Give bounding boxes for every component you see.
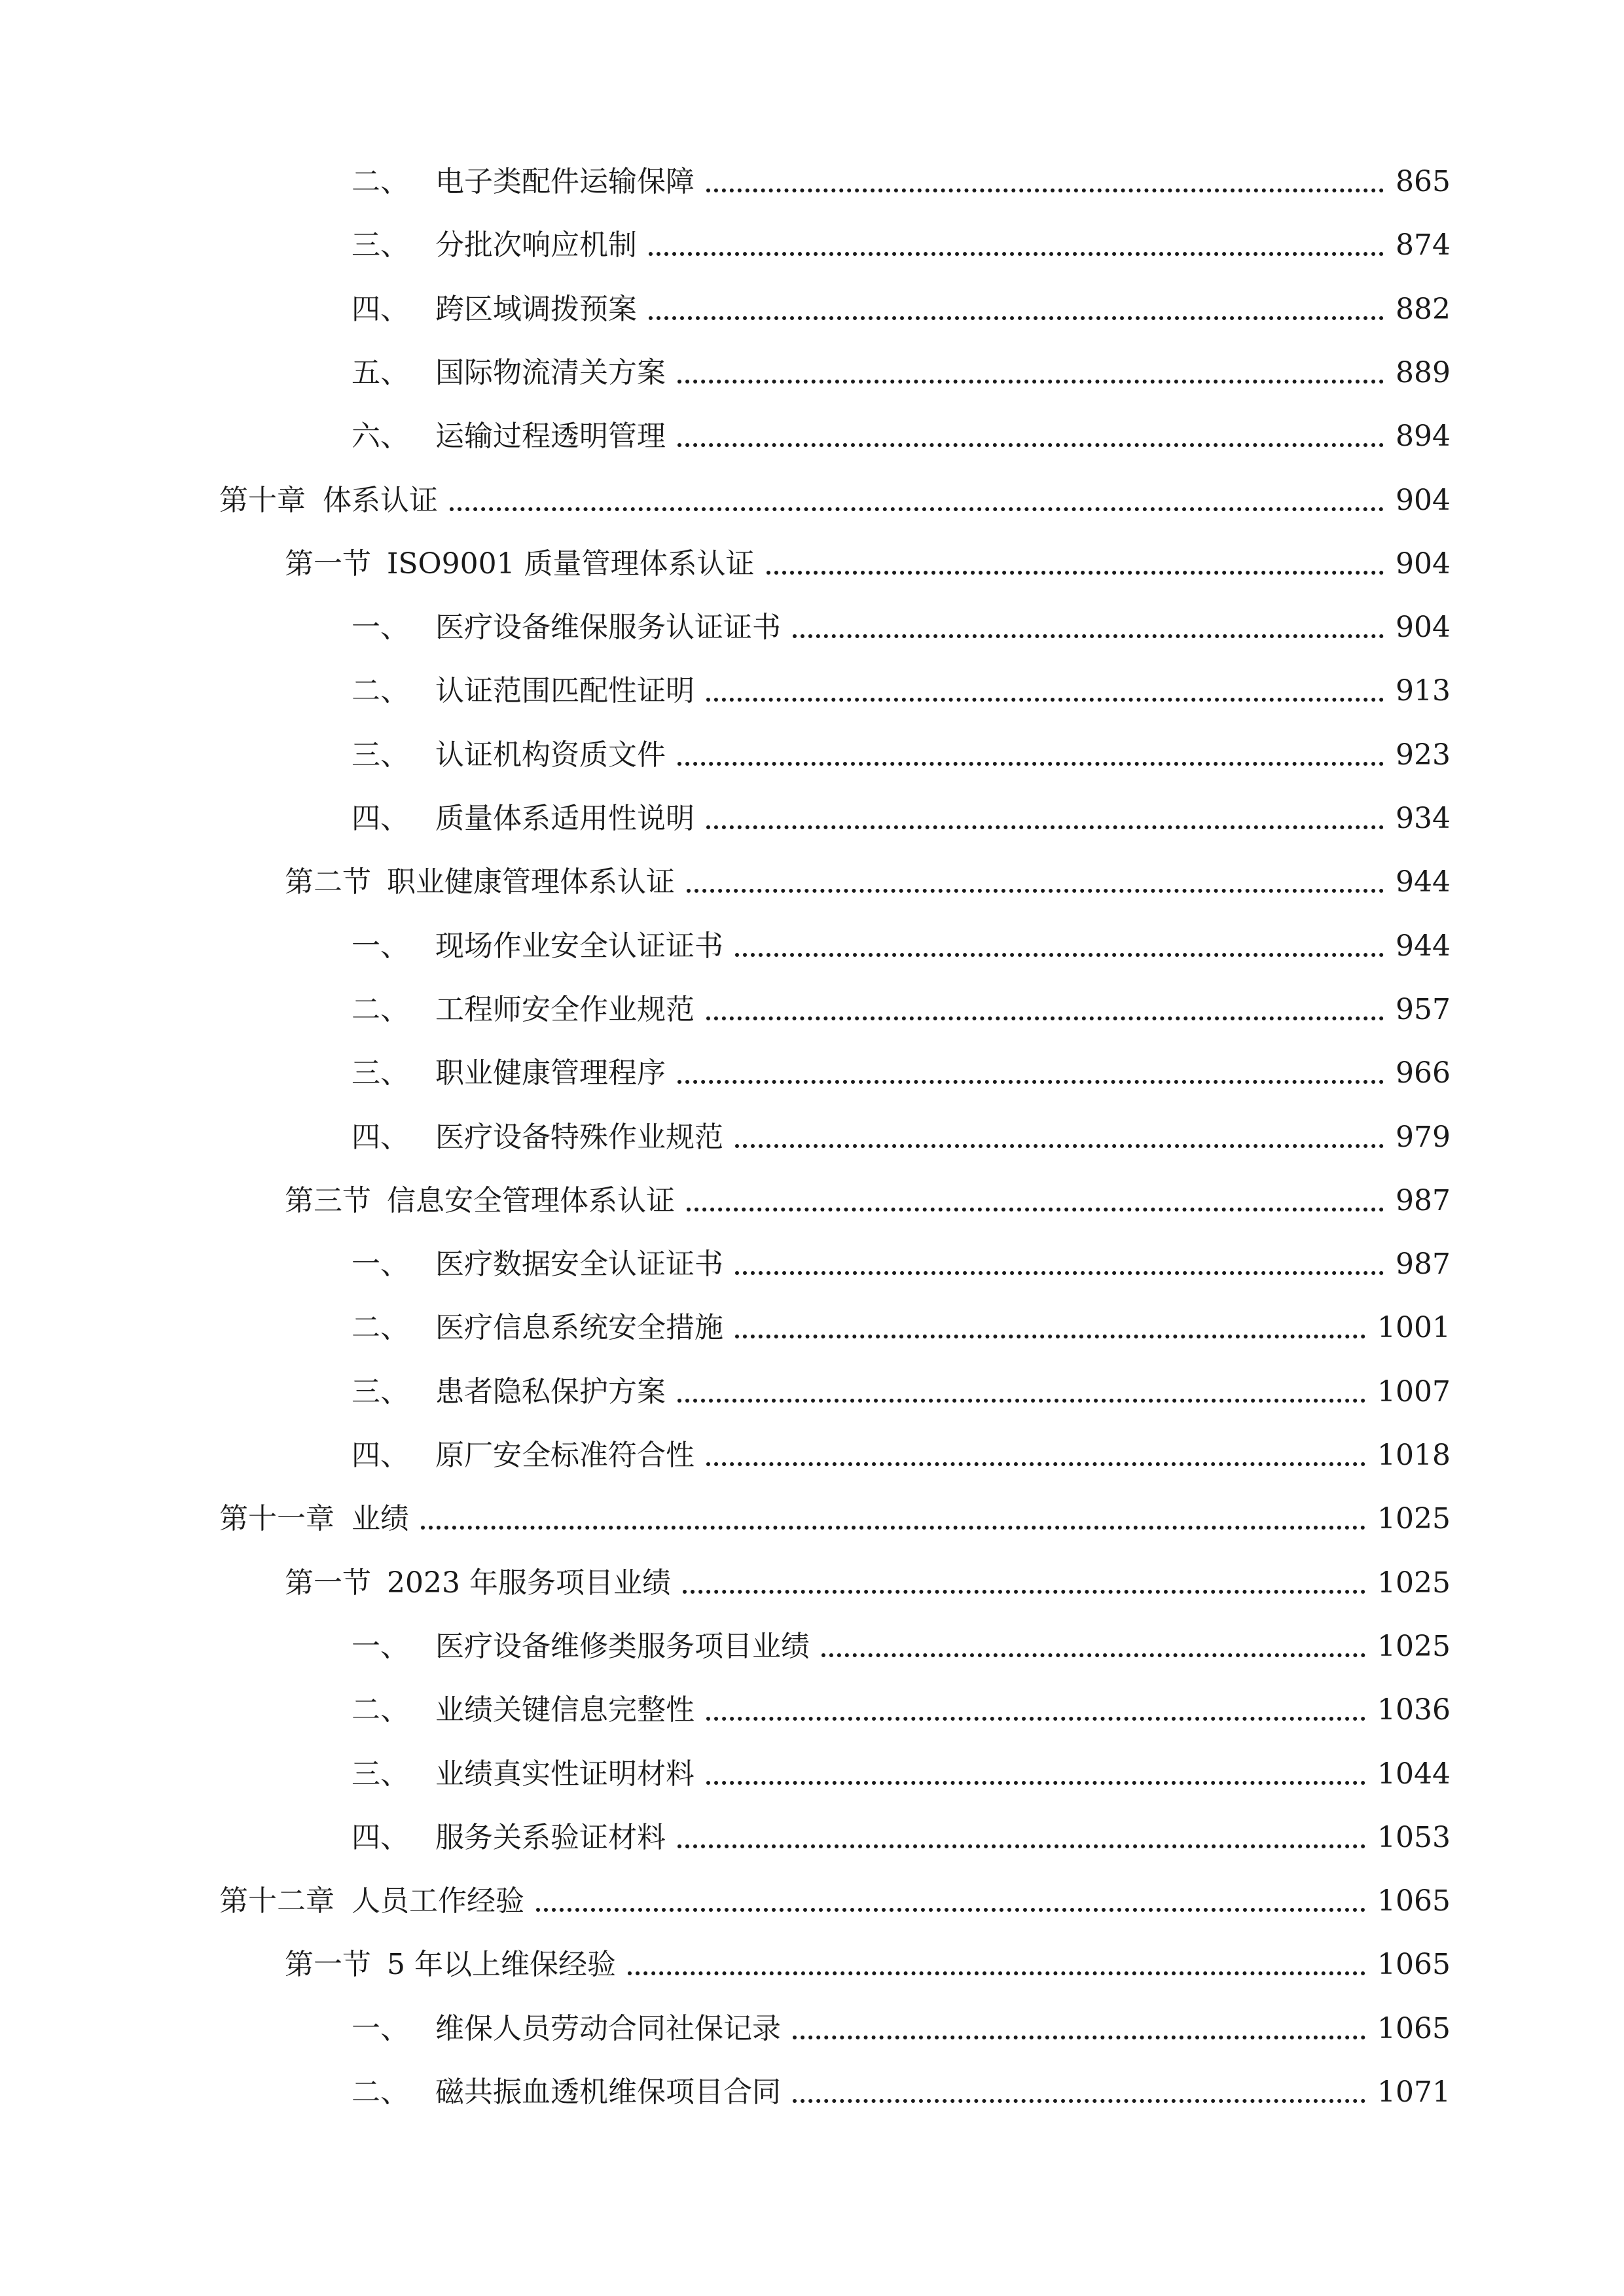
- toc-entry-page-number: 1071: [1377, 2075, 1451, 2109]
- toc-entry-heading: [352, 1436, 695, 1475]
- toc-entry-line: [0, 1564, 1451, 1603]
- toc-entry-number: 一、: [352, 1247, 409, 1281]
- toc-entry-number: 六、: [352, 420, 409, 453]
- toc-entry-number: 四、: [352, 1821, 409, 1854]
- toc-entry-title: 体系认证: [323, 484, 438, 517]
- toc-entry-line: [0, 290, 1451, 329]
- dot-leader: [767, 571, 1384, 575]
- toc-entry-page-number: 1025: [1377, 1566, 1451, 1600]
- toc-entry-heading: [219, 1499, 409, 1539]
- toc-entry-page-number: 1036: [1377, 1693, 1451, 1727]
- toc-entry-heading: [352, 226, 637, 265]
- toc-entry-page-number: 874: [1396, 228, 1451, 262]
- toc-entry-title: 业绩关键信息完整性: [435, 1693, 695, 1727]
- dot-leader: [687, 1208, 1384, 1211]
- toc-entry-item[interactable]: [0, 914, 1624, 966]
- toc-entry-number: 一、: [352, 2012, 409, 2045]
- toc-entry-page-number: 957: [1396, 993, 1451, 1026]
- dot-leader: [628, 1971, 1365, 1975]
- toc-entry-heading: [352, 2073, 781, 2112]
- toc-entry-number: 第三节: [285, 1184, 371, 1217]
- toc-entry-heading: [352, 1118, 723, 1157]
- toc-entry-number: 三、: [352, 1056, 409, 1090]
- toc-entry-line: [0, 736, 1451, 775]
- toc-entry-item[interactable]: [0, 404, 1624, 456]
- toc-entry-line: [0, 1818, 1451, 1857]
- toc-entry-heading: [219, 481, 438, 520]
- toc-entry-item[interactable]: [0, 340, 1624, 393]
- toc-entry-heading: [285, 1564, 671, 1603]
- toc-entry-heading: [352, 1245, 723, 1284]
- toc-entry-item[interactable]: [0, 595, 1624, 647]
- toc-entry-page-number: 904: [1396, 547, 1451, 581]
- toc-entry-line: [0, 162, 1451, 202]
- toc-entry-title: 国际物流清关方案: [435, 356, 666, 389]
- toc-entry-number: 三、: [352, 738, 409, 772]
- toc-entry-heading: [352, 927, 723, 966]
- toc-entry-item[interactable]: [0, 213, 1624, 265]
- toc-entry-page-number: 1025: [1377, 1502, 1451, 1535]
- toc-entry-section[interactable]: [0, 1932, 1624, 1984]
- toc-entry-number: 二、: [352, 165, 409, 198]
- toc-entry-item[interactable]: [0, 1359, 1624, 1412]
- toc-entry-title: 现场作业安全认证证书: [435, 929, 723, 963]
- toc-entry-line: [0, 2009, 1451, 2049]
- toc-entry-section[interactable]: [0, 1168, 1624, 1221]
- toc-entry-heading: [352, 1054, 666, 1093]
- toc-entry-page-number: 889: [1396, 356, 1451, 389]
- dot-leader: [821, 1653, 1365, 1657]
- toc-entry-section[interactable]: [0, 531, 1624, 584]
- toc-entry-heading: [352, 1372, 666, 1412]
- toc-entry-number: 一、: [352, 611, 409, 644]
- toc-entry-heading: [285, 545, 755, 584]
- toc-entry-title: 分批次响应机制: [435, 228, 637, 262]
- dot-leader: [735, 1335, 1365, 1338]
- toc-entry-page-number: 966: [1396, 1056, 1451, 1090]
- toc-entry-number: 第一节: [285, 1566, 371, 1600]
- toc-entry-title: 原厂安全标准符合性: [435, 1439, 695, 1472]
- toc-entry-item[interactable]: [0, 1677, 1624, 1730]
- toc-entry-title: 业绩真实性证明材料: [435, 1757, 695, 1791]
- toc-entry-item[interactable]: [0, 1996, 1624, 2049]
- toc-entry-line: [0, 417, 1451, 456]
- dot-leader: [649, 252, 1384, 256]
- dot-leader: [706, 1462, 1365, 1466]
- toc-entry-title: 医疗设备特殊作业规范: [435, 1121, 723, 1154]
- toc-entry-line: [0, 927, 1451, 966]
- toc-entry-line: [0, 990, 1451, 1030]
- toc-entry-page-number: 1065: [1377, 2012, 1451, 2045]
- toc-entry-number: 三、: [352, 228, 409, 262]
- toc-entry-title: 业绩: [352, 1502, 409, 1535]
- toc-entry-title: 服务关系验证材料: [435, 1821, 666, 1854]
- toc-entry-item[interactable]: [0, 786, 1624, 838]
- toc-entry-item[interactable]: [0, 723, 1624, 775]
- toc-entry-page-number: 934: [1396, 802, 1451, 835]
- toc-entry-heading: [352, 353, 666, 393]
- toc-entry-line: [0, 1436, 1451, 1475]
- toc-entry-number: 二、: [352, 674, 409, 708]
- toc-entry-line: [0, 353, 1451, 393]
- toc-entry-number: 四、: [352, 802, 409, 835]
- toc-entry-title: 医疗数据安全认证证书: [435, 1247, 723, 1281]
- toc-entry-title: 维保人员劳动合同社保记录: [435, 2012, 781, 2045]
- toc-entry-page-number: 987: [1396, 1184, 1451, 1217]
- toc-entry-item[interactable]: [0, 1295, 1624, 1348]
- toc-entry-title: 医疗信息系统安全措施: [435, 1311, 723, 1344]
- toc-entry-title: 跨区域调拨预案: [435, 293, 637, 326]
- toc-entry-chapter[interactable]: [0, 468, 1624, 520]
- toc-entry-heading: [352, 608, 781, 647]
- toc-entry-number: 第一节: [285, 547, 371, 581]
- dot-leader: [677, 443, 1384, 447]
- toc-entry-number: 第一节: [285, 1948, 371, 1981]
- dot-leader: [649, 316, 1384, 320]
- toc-entry-page-number: 904: [1396, 611, 1451, 644]
- toc-entry-item[interactable]: [0, 2060, 1624, 2112]
- dot-leader: [677, 1844, 1365, 1848]
- toc-entry-page-number: 904: [1396, 484, 1451, 517]
- toc-entry-line: [0, 863, 1451, 902]
- toc-entry-chapter[interactable]: [0, 1869, 1624, 1921]
- toc-entry-page-number: 944: [1396, 865, 1451, 899]
- toc-entry-page-number: 894: [1396, 420, 1451, 453]
- toc-entry-heading: [285, 1181, 675, 1221]
- toc-entry-heading: [352, 1627, 810, 1666]
- toc-entry-page-number: 923: [1396, 738, 1451, 772]
- dot-leader: [706, 698, 1384, 702]
- toc-entry-number: 二、: [352, 993, 409, 1026]
- toc-entry-heading: [352, 417, 666, 456]
- toc-entry-section[interactable]: [0, 1551, 1624, 1603]
- toc-entry-line: [0, 1372, 1451, 1412]
- toc-entry-heading: [352, 1308, 723, 1348]
- dot-leader: [536, 1908, 1365, 1912]
- toc-entry-number: 一、: [352, 1630, 409, 1663]
- dot-leader: [677, 762, 1384, 766]
- toc-entry-line: [0, 672, 1451, 711]
- toc-entry-line: [0, 1755, 1451, 1794]
- dot-leader: [706, 1717, 1365, 1721]
- toc-entry-section[interactable]: [0, 850, 1624, 902]
- toc-entry-page-number: 882: [1396, 293, 1451, 326]
- toc-entry-heading: [352, 799, 695, 838]
- dot-leader: [677, 1080, 1384, 1084]
- toc-entry-page-number: 913: [1396, 674, 1451, 708]
- toc-entry-line: [0, 608, 1451, 647]
- dot-leader: [735, 953, 1384, 957]
- toc-entry-heading: [352, 2009, 781, 2049]
- toc-entry-number: 第十一章: [219, 1502, 334, 1535]
- dot-leader: [421, 1526, 1365, 1530]
- toc-entry-number: 第十二章: [219, 1884, 334, 1918]
- toc-entry-page-number: 979: [1396, 1121, 1451, 1154]
- toc-entry-page-number: 1001: [1377, 1311, 1451, 1344]
- toc-entry-heading: [219, 1882, 524, 1921]
- toc-entry-number: 第二节: [285, 865, 371, 899]
- toc-entry-number: 二、: [352, 1693, 409, 1727]
- toc-entry-line: [0, 1627, 1451, 1666]
- toc-entry-page-number: 944: [1396, 929, 1451, 963]
- toc-entry-title: 质量体系适用性说明: [435, 802, 695, 835]
- toc-entry-title: 认证机构资质文件: [435, 738, 666, 772]
- dot-leader: [735, 1271, 1384, 1275]
- toc-entry-line: [0, 545, 1451, 584]
- dot-leader: [687, 889, 1384, 893]
- toc-entry-item[interactable]: [0, 1742, 1624, 1794]
- toc-entry-page-number: 1065: [1377, 1884, 1451, 1918]
- toc-entry-line: [0, 799, 1451, 838]
- dot-leader: [793, 2036, 1365, 2039]
- dot-leader: [683, 1590, 1365, 1594]
- toc-entry-page-number: 1018: [1377, 1439, 1451, 1472]
- toc-entry-title: 认证范围匹配性证明: [435, 674, 695, 708]
- toc-entry-number: 一、: [352, 929, 409, 963]
- toc-entry-title: 运输过程透明管理: [435, 420, 666, 453]
- toc-entry-item[interactable]: [0, 1232, 1624, 1284]
- toc-entry-heading: [352, 736, 666, 775]
- toc-entry-number: 二、: [352, 1311, 409, 1344]
- toc-entry-line: [0, 481, 1451, 520]
- toc-entry-page-number: 1025: [1377, 1630, 1451, 1663]
- toc-entry-chapter[interactable]: [0, 1486, 1624, 1539]
- toc-entry-title: 工程师安全作业规范: [435, 993, 695, 1026]
- toc-entry-item[interactable]: [0, 1041, 1624, 1093]
- dot-leader: [677, 1399, 1365, 1403]
- toc-entry-page-number: 865: [1396, 165, 1451, 198]
- toc-entry-line: [0, 1691, 1451, 1730]
- toc-entry-title: 信息安全管理体系认证: [387, 1184, 675, 1217]
- toc-entry-line: [0, 2073, 1451, 2112]
- toc-entry-heading: [352, 1691, 695, 1730]
- toc-entry-heading: [352, 1755, 695, 1794]
- toc-entry-number: 五、: [352, 356, 409, 389]
- toc-entry-item[interactable]: [0, 1423, 1624, 1475]
- toc-entry-title: 医疗设备维修类服务项目业绩: [435, 1630, 810, 1663]
- toc-entry-number: 三、: [352, 1375, 409, 1408]
- toc-entry-heading: [352, 290, 637, 329]
- dot-leader: [793, 634, 1384, 638]
- toc-entry-number: 四、: [352, 1439, 409, 1472]
- toc-entry-number: 第十章: [219, 484, 306, 517]
- toc-entry-page-number: 987: [1396, 1247, 1451, 1281]
- dot-leader: [706, 188, 1384, 192]
- dot-leader: [677, 380, 1384, 384]
- dot-leader: [793, 2099, 1365, 2103]
- toc-entry-heading: [352, 162, 695, 202]
- toc-entry-title: ISO9001 质量管理体系认证: [387, 547, 755, 581]
- dot-leader: [706, 1781, 1365, 1785]
- dot-leader: [450, 507, 1384, 511]
- toc-entry-item[interactable]: [0, 149, 1624, 202]
- toc-entry-item[interactable]: [0, 1105, 1624, 1157]
- toc-entry-title: 人员工作经验: [352, 1884, 524, 1918]
- toc-entry-item[interactable]: [0, 1805, 1624, 1857]
- dot-leader: [706, 1016, 1384, 1020]
- toc-entry-line: [0, 1308, 1451, 1348]
- toc-entry-line: [0, 1181, 1451, 1221]
- toc-entry-title: 患者隐私保护方案: [435, 1375, 666, 1408]
- toc-entry-line: [0, 1882, 1451, 1921]
- toc-entry-number: 三、: [352, 1757, 409, 1791]
- toc-entry-line: [0, 1118, 1451, 1157]
- toc-entry-title: 磁共振血透机维保项目合同: [435, 2075, 781, 2109]
- toc-entry-page-number: 1053: [1377, 1821, 1451, 1854]
- toc-entry-title: 5 年以上维保经验: [387, 1948, 616, 1981]
- toc-entry-heading: [352, 672, 695, 711]
- toc-entry-title: 2023 年服务项目业绩: [387, 1566, 671, 1600]
- toc-entry-number: 四、: [352, 293, 409, 326]
- toc-entry-item[interactable]: [0, 277, 1624, 329]
- toc-entry-page-number: 1007: [1377, 1375, 1451, 1408]
- toc-entry-line: [0, 1945, 1451, 1984]
- toc-entry-line: [0, 1245, 1451, 1284]
- toc-entry-item[interactable]: [0, 1614, 1624, 1666]
- toc-entry-title: 电子类配件运输保障: [435, 165, 695, 198]
- toc-entry-item[interactable]: [0, 658, 1624, 711]
- dot-leader: [735, 1144, 1384, 1148]
- dot-leader: [706, 825, 1384, 829]
- toc-entry-line: [0, 226, 1451, 265]
- toc-entry-heading: [285, 1945, 616, 1984]
- toc-entry-title: 职业健康管理体系认证: [387, 865, 675, 899]
- toc-entry-page-number: 1044: [1377, 1757, 1451, 1791]
- toc-entry-page-number: 1065: [1377, 1948, 1451, 1981]
- toc-entry-heading: [285, 863, 675, 902]
- toc-entry-heading: [352, 1818, 666, 1857]
- toc-entry-number: 二、: [352, 2075, 409, 2109]
- toc-entry-line: [0, 1054, 1451, 1093]
- toc-entry-title: 职业健康管理程序: [435, 1056, 666, 1090]
- toc-entry-line: [0, 1499, 1451, 1539]
- toc-entry-heading: [352, 990, 695, 1030]
- toc-entry-title: 医疗设备维保服务认证证书: [435, 611, 781, 644]
- toc-entry-number: 四、: [352, 1121, 409, 1154]
- toc-entry-item[interactable]: [0, 977, 1624, 1030]
